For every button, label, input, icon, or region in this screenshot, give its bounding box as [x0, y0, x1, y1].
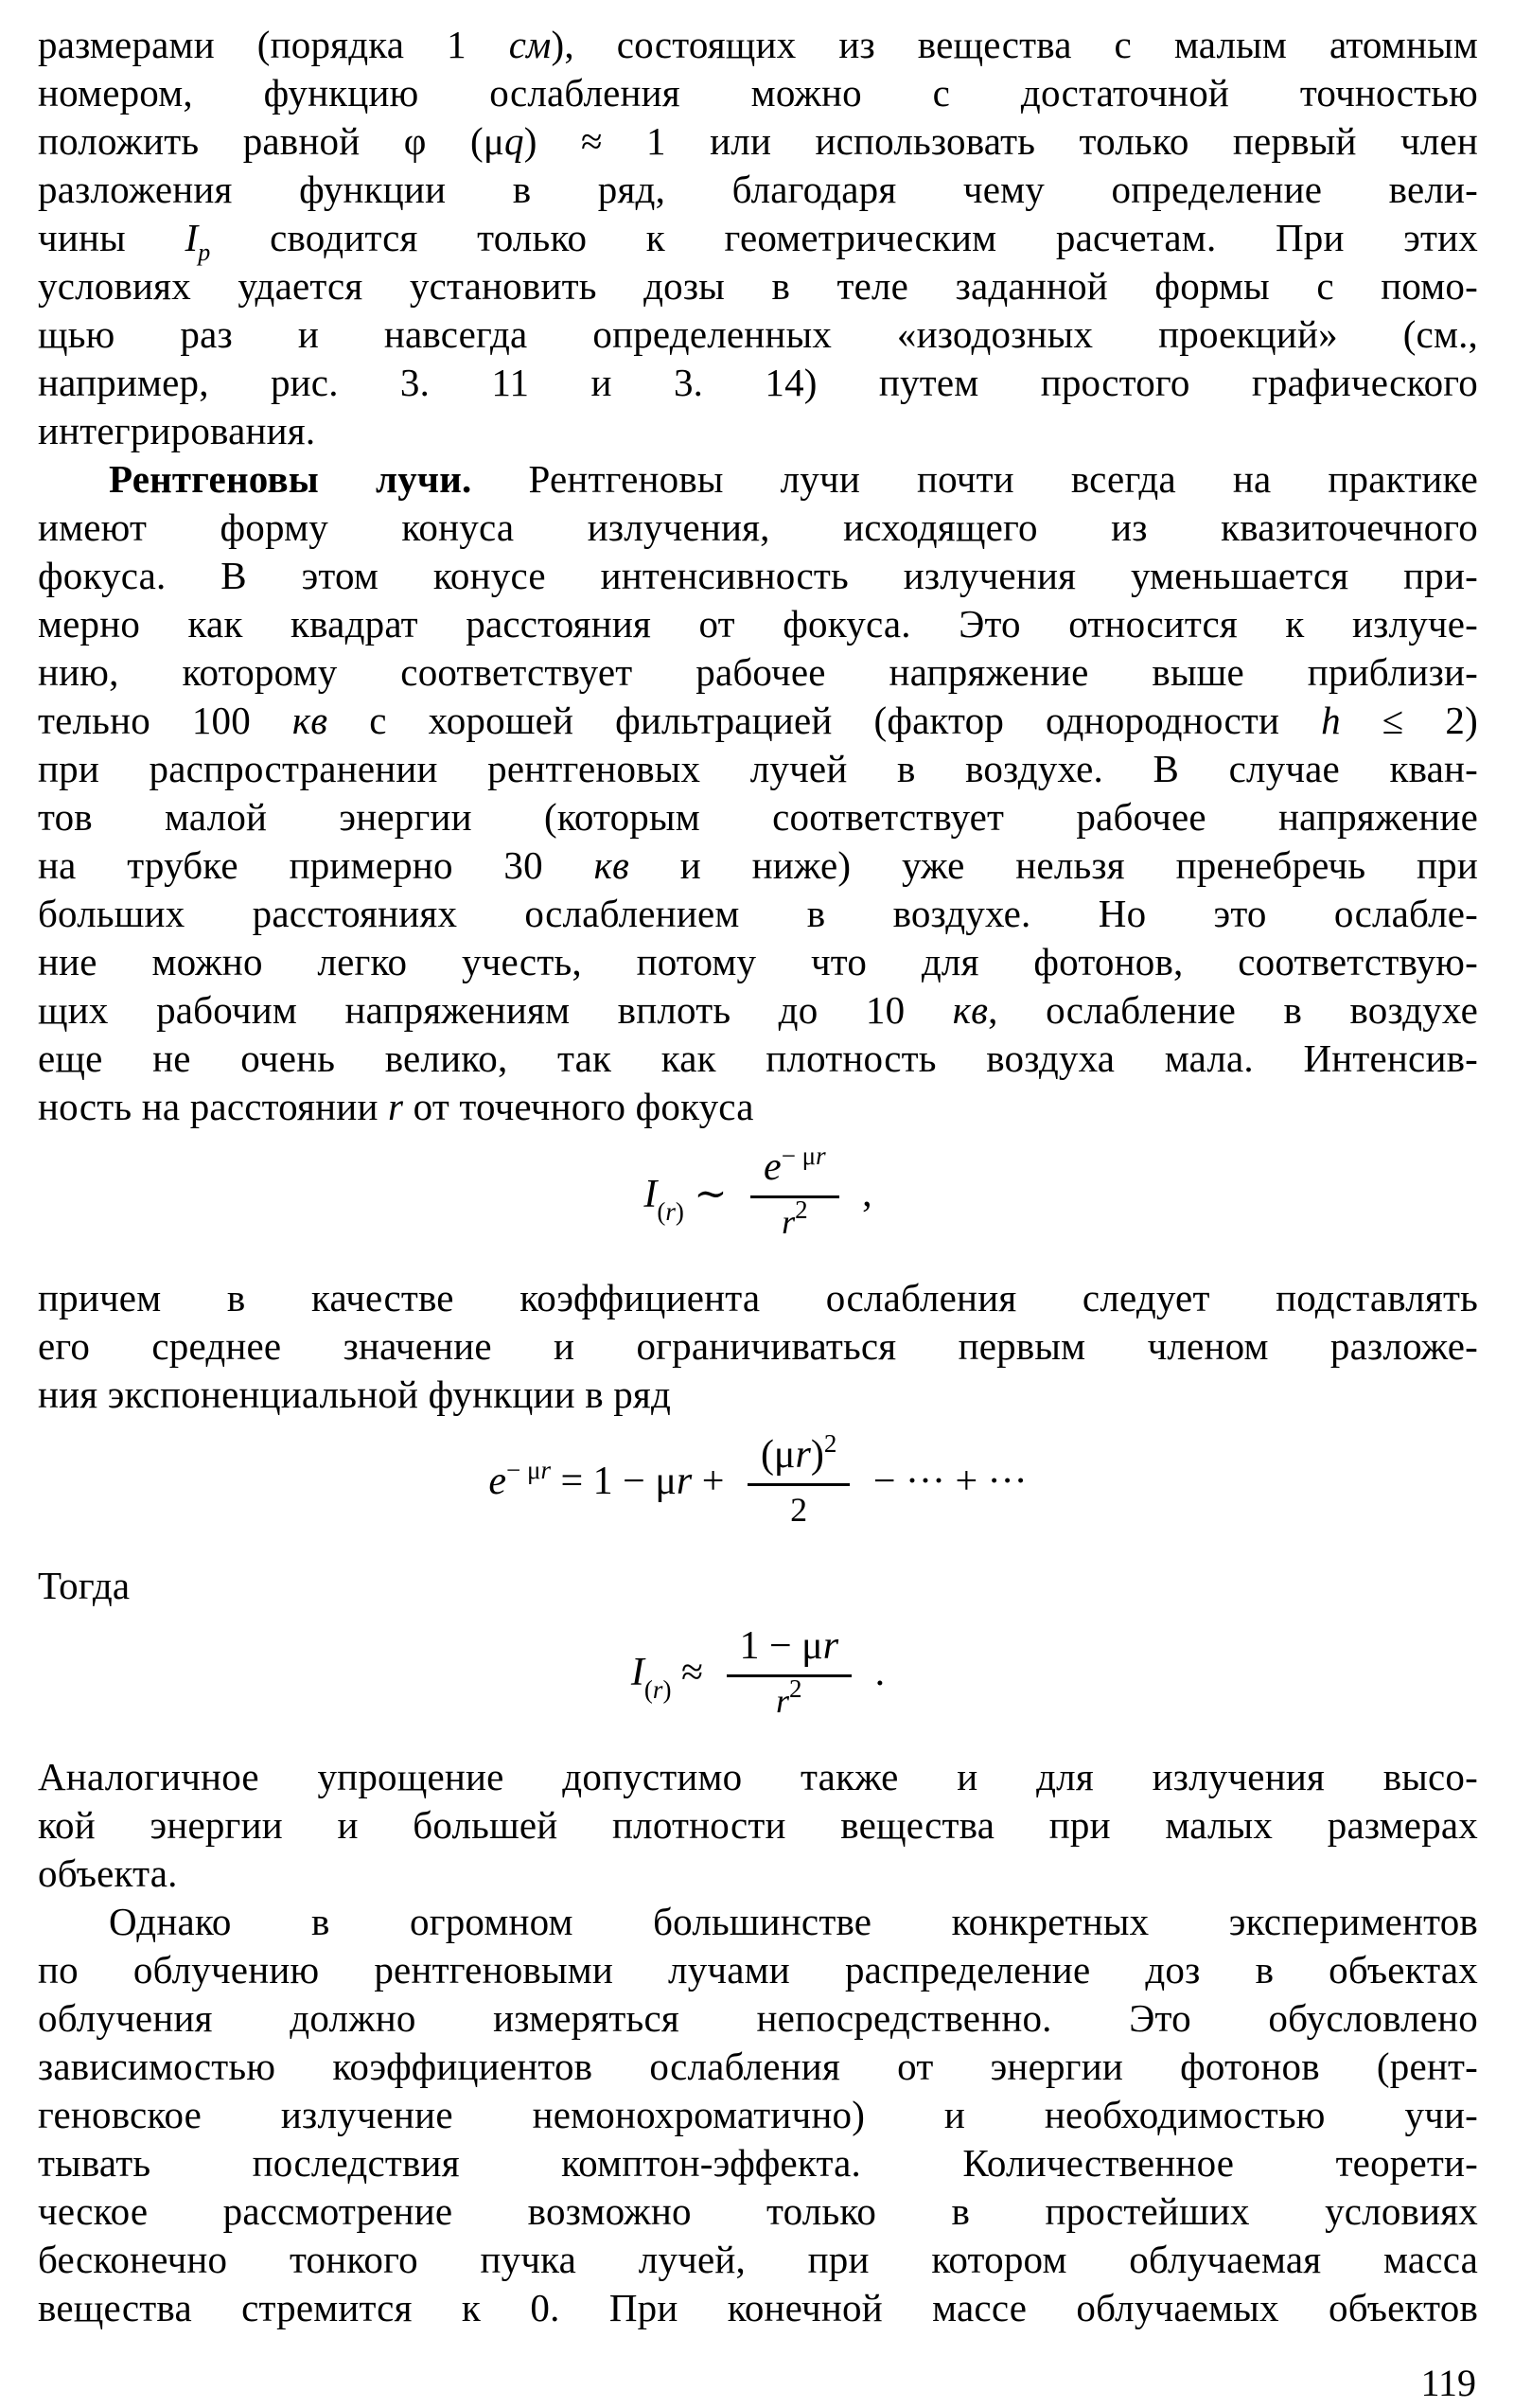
fraction-numerator: $e^{- \mu r}$: [750, 1144, 839, 1198]
page-text: [38, 21, 1478, 2332]
text-line: щью раз и навсегда определенных «изодозных проекций» (см.,: [38, 312, 1478, 356]
text-line: больших расстояниях ослаблением в воздухе. Но это ослабле-: [38, 892, 1478, 935]
text-line: причем в качестве коэффициента ослабления следует подставлять: [38, 1276, 1478, 1319]
formula-trailing: ,: [852, 1171, 872, 1215]
text-line: номером, функцию ослабления можно с достаточной точностью: [38, 71, 1478, 115]
text-line: ние можно легко учесть, потому что для фотонов, соответствую-: [38, 940, 1478, 983]
text-line: зависимостью коэффициентов ослабления от энергии фотонов (рент-: [38, 2045, 1478, 2088]
text-line: ния экспоненциальной функции в ряд: [38, 1372, 672, 1416]
text-line: имеют форму конуса излучения, исходящего из квазиточечного: [38, 505, 1478, 549]
text-line: объекта.: [38, 1851, 178, 1895]
text-line: вещества стремится к 0. При конечной массе облучаемых объектов: [38, 2286, 1478, 2329]
page-number-row: [38, 2359, 1478, 2407]
text-line: размерами (порядка 1 см), состоящих из вещества с малым атомным: [38, 23, 1478, 66]
text-line: условиях удается установить дозы в теле заданной формы с помо-: [38, 264, 1478, 308]
text-line: ческое рассмотрение возможно только в простейших условиях: [38, 2189, 1478, 2233]
fraction-denominator: $r^2$: [776, 1674, 802, 1720]
formula-trailing: − ··· + ···: [863, 1459, 1028, 1503]
formula-lhs: $I_{(r)}$ ≈: [630, 1650, 713, 1704]
text-line: мерно как квадрат расстояния от фокуса. Это относится к излуче-: [38, 602, 1478, 646]
text-line: еще не очень велико, так как плотность воздуха мала. Интенсив-: [38, 1036, 1478, 1080]
text-line: тельно 100 кв с хорошей фильтрацией (фактор однородности h ≤ 2): [38, 699, 1478, 742]
fraction-denominator: $r^2$: [782, 1195, 808, 1241]
text-line: разложения функции в ряд, благодаря чему определение вели-: [38, 168, 1478, 211]
page-number: 119: [1420, 2362, 1476, 2404]
formula-lhs: $e^{- \mu r} = 1 - \mu r$ +: [488, 1455, 734, 1503]
formula-intensity-approximation: [38, 1623, 1478, 1721]
text-line: положить равной φ (μq) ≈ 1 или использовать только первый член: [38, 119, 1478, 163]
text-line: щих рабочим напряжениям вплоть до 10 кв, ослабление в воздухе: [38, 988, 1478, 1032]
text-line: интегрирования.: [38, 409, 316, 452]
formula-intensity-point-source: [38, 1144, 1478, 1242]
text-line: его среднее значение и ограничиваться первым членом разложе-: [38, 1324, 1478, 1368]
formula-trailing: .: [865, 1650, 886, 1694]
text-line: при распространении рентгеновых лучей в воздухе. В случае кван-: [38, 747, 1478, 790]
text-line: чины $I_p$ сводится только к геометрическим расчетам. При этих: [38, 216, 1478, 266]
formula-fraction: [727, 1623, 853, 1721]
text-line: на трубке примерно 30 кв и ниже) уже нельзя пренебречь при: [38, 843, 1478, 887]
text-line: например, рис. 3. 11 и 3. 14) путем простого графического: [38, 361, 1478, 404]
text-line: геновское излучение немонохроматично) и необходимостью учи-: [38, 2093, 1478, 2136]
formula-lhs: $I_{(r)}$ ∼: [643, 1172, 738, 1226]
text-line: нию, которому соответствует рабочее напряжение выше приблизи-: [38, 650, 1478, 694]
text-line: бесконечно тонкого пучка лучей, при котором облучаемая масса: [38, 2238, 1478, 2281]
formula-fraction: [750, 1144, 839, 1242]
text-line: облучения должно измеряться непосредственно. Это обусловлено: [38, 1996, 1478, 2040]
text-line: Аналогичное упрощение допустимо также и для излучения высо-: [38, 1755, 1478, 1798]
fraction-numerator: 1 − μr: [727, 1623, 853, 1677]
formula-fraction: [748, 1429, 850, 1530]
fraction-numerator: $(\mu r)^2$: [748, 1432, 850, 1486]
text-line: по облучению рентгеновыми лучами распределение доз в объектах: [38, 1948, 1478, 1992]
text-line: тов малой энергии (которым соответствует рабочее напряжение: [38, 795, 1478, 839]
text-line: ность на расстоянии r от точечного фокуса: [38, 1085, 754, 1128]
formula-exponential-series: [38, 1429, 1478, 1530]
text-line: тывать последствия комптон-эффекта. Количественное теорети-: [38, 2141, 1478, 2185]
text-line: фокуса. В этом конусе интенсивность излучения уменьшается при-: [38, 554, 1478, 597]
text-line: Рентгеновы лучи. Рентгеновы лучи почти всегда на практике: [109, 457, 1478, 501]
text-line: кой энергии и большей плотности вещества при малых размерах: [38, 1803, 1478, 1847]
text-line: Тогда: [38, 1564, 131, 1607]
text-line: Однако в огромном большинстве конкретных экспериментов: [109, 1900, 1478, 1943]
fraction-denominator: 2: [790, 1491, 808, 1529]
